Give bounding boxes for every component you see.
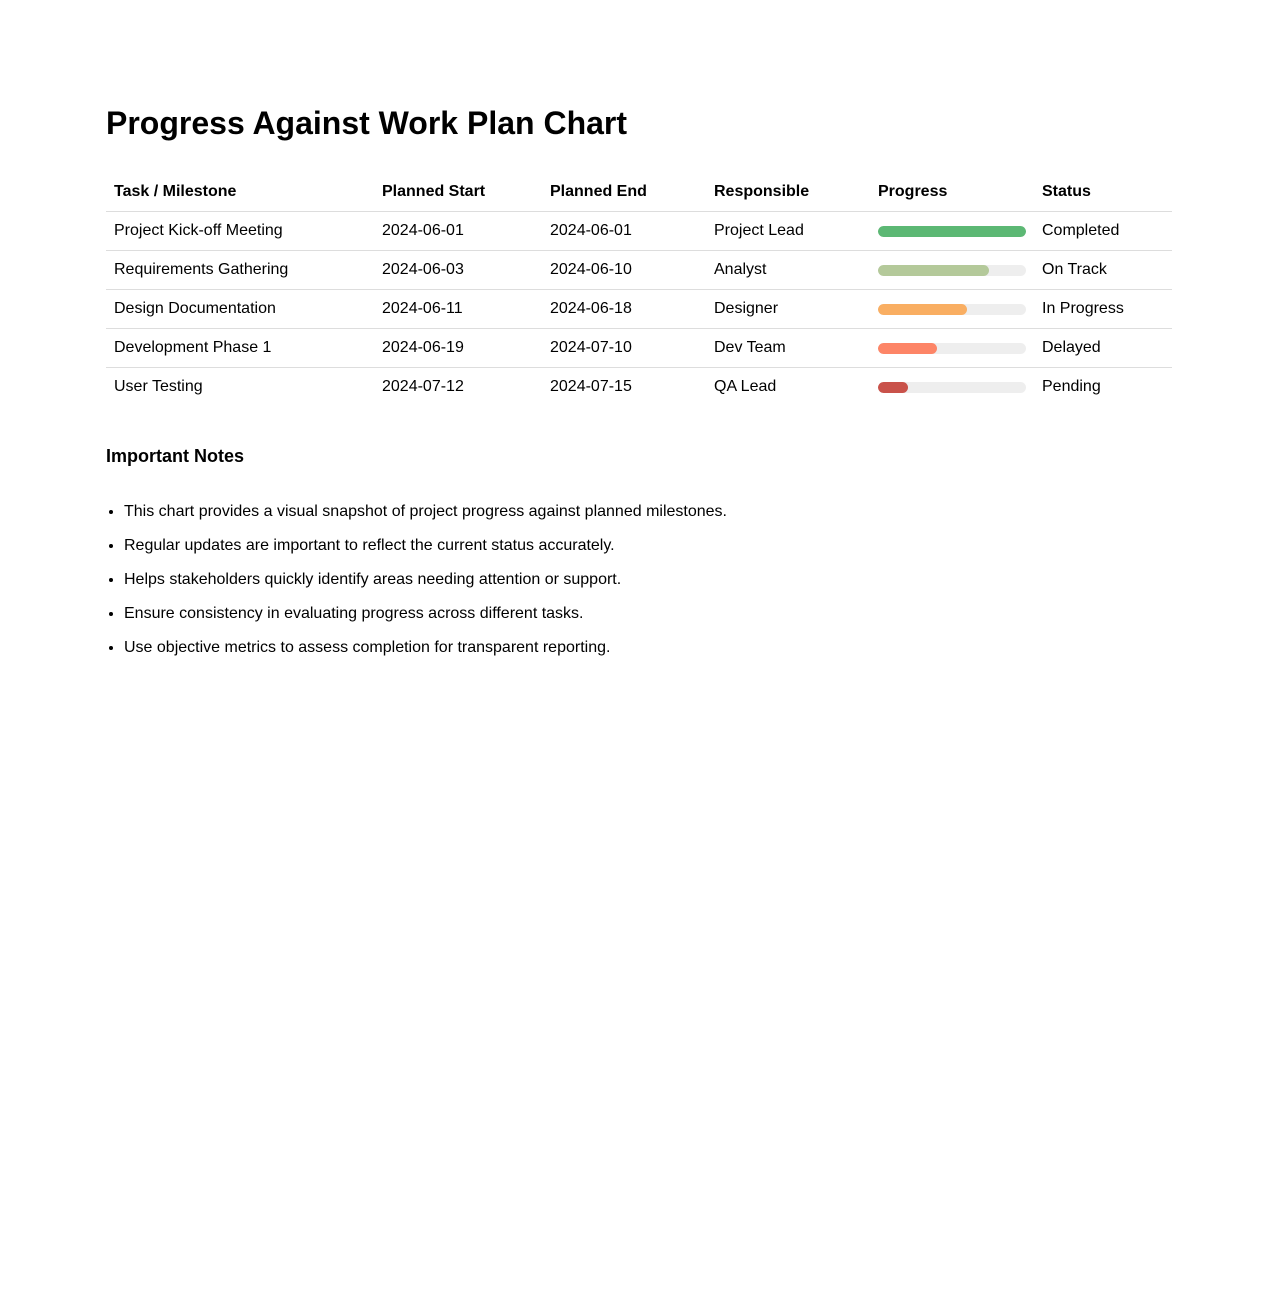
- header-responsible: Responsible: [706, 172, 870, 212]
- progress-bar-fill: [878, 226, 1026, 237]
- header-status: Status: [1034, 172, 1172, 212]
- header-task: Task / Milestone: [106, 172, 374, 212]
- table-row: [106, 212, 1172, 251]
- header-progress: Progress: [870, 172, 1034, 212]
- status-cell: On Track: [1034, 251, 1172, 290]
- work-plan-table: [106, 172, 1172, 406]
- planned-start-cell: 2024-06-11: [374, 290, 542, 329]
- header-planned-start: Planned Start: [374, 172, 542, 212]
- task-cell: Requirements Gathering: [106, 251, 374, 290]
- table-row: [106, 290, 1172, 329]
- list-item: • Use objective metrics to assess completion for transparent reporting.: [124, 639, 1172, 657]
- status-cell: In Progress: [1034, 290, 1172, 329]
- progress-bar-fill: [878, 304, 967, 315]
- planned-start-cell: 2024-06-03: [374, 251, 542, 290]
- planned-end-cell: 2024-06-18: [542, 290, 706, 329]
- progress-cell: [870, 290, 1034, 329]
- responsible-cell: QA Lead: [714, 378, 777, 396]
- status-cell: Pending: [1042, 378, 1101, 396]
- planned-end-cell: 2024-07-10: [542, 329, 706, 368]
- progress-cell: [870, 251, 1034, 290]
- responsible-cell: Analyst: [706, 251, 870, 290]
- planned-end-cell: 2024-06-10: [542, 251, 706, 290]
- task-cell: User Testing: [114, 378, 203, 396]
- status-cell: Delayed: [1034, 329, 1172, 368]
- notes-list: [106, 503, 1172, 657]
- progress-bar: [878, 226, 1026, 237]
- progress-cell: [870, 329, 1034, 368]
- progress-bar-fill: [878, 382, 908, 393]
- progress-bar-fill: [878, 265, 989, 276]
- page-title: Progress Against Work Plan Chart: [106, 105, 628, 141]
- progress-cell: [870, 368, 1034, 407]
- planned-start-cell: 2024-06-01: [374, 212, 542, 251]
- table-row: [106, 251, 1172, 290]
- status-cell: Completed: [1034, 212, 1172, 251]
- progress-cell: [870, 212, 1034, 251]
- progress-bar: [878, 265, 1026, 276]
- progress-bar: [878, 343, 1026, 354]
- responsible-cell: Project Lead: [706, 212, 870, 251]
- list-item: • This chart provides a visual snapshot of project progress against planned milestones.: [124, 503, 1172, 521]
- table-row: [106, 368, 1172, 407]
- header-planned-end: Planned End: [542, 172, 706, 212]
- list-item: • Helps stakeholders quickly identify areas needing attention or support.: [124, 571, 1172, 589]
- planned-start-cell: 2024-07-12: [382, 378, 464, 396]
- task-cell: Design Documentation: [106, 290, 374, 329]
- notes-heading: Important Notes: [106, 446, 245, 467]
- planned-end-cell: 2024-07-15: [550, 378, 632, 396]
- planned-end-cell: 2024-06-01: [542, 212, 706, 251]
- progress-bar: [878, 304, 1026, 315]
- progress-bar-fill: [878, 343, 937, 354]
- list-item: • Regular updates are important to reflect the current status accurately.: [124, 537, 1172, 555]
- progress-bar: [878, 382, 1026, 393]
- table-row: [106, 329, 1172, 368]
- planned-start-cell: 2024-06-19: [374, 329, 542, 368]
- task-cell: Development Phase 1: [106, 329, 374, 368]
- task-cell: Project Kick-off Meeting: [106, 212, 374, 251]
- table-header-row: [106, 172, 1172, 212]
- responsible-cell: Designer: [706, 290, 870, 329]
- list-item: • Ensure consistency in evaluating progress across different tasks.: [124, 605, 1172, 623]
- responsible-cell: Dev Team: [706, 329, 870, 368]
